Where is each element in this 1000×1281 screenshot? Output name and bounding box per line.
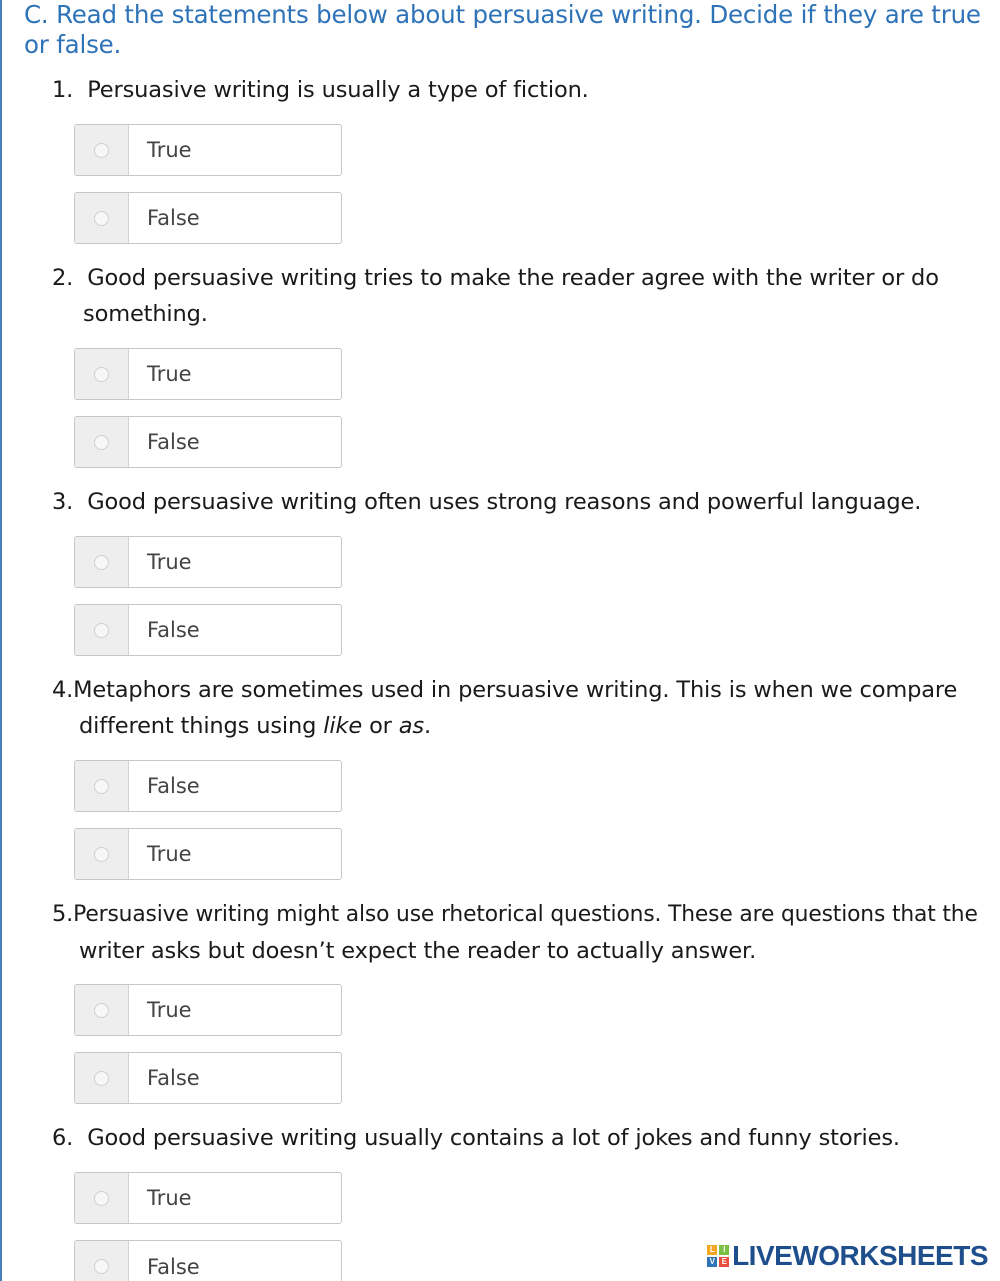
radio-cell [75, 829, 129, 879]
radio-cell [75, 605, 129, 655]
radio-button[interactable] [94, 1259, 109, 1274]
option-label: True [147, 138, 192, 162]
radio-cell [75, 125, 129, 175]
option-label: True [147, 550, 192, 574]
option-label: False [147, 430, 200, 454]
radio-button[interactable] [94, 211, 109, 226]
q5-option-1[interactable] [74, 984, 342, 1036]
radio-button[interactable] [94, 367, 109, 382]
q3-option-1[interactable] [74, 536, 342, 588]
question-text: Good persuasive writing tries to make the reader agree with the writer or do [87, 265, 939, 291]
radio-cell [75, 1241, 129, 1281]
question-number: 2. [52, 265, 74, 291]
question-4 [52, 672, 957, 744]
logo-mark-letter: I [719, 1245, 729, 1255]
liveworksheets-logo [707, 1240, 988, 1272]
option-label: True [147, 362, 192, 386]
radio-button[interactable] [94, 435, 109, 450]
q1-option-1[interactable] [74, 124, 342, 176]
question-text: Persuasive writing is usually a type of fiction. [87, 77, 589, 103]
option-label: False [147, 1066, 200, 1090]
q6-option-2[interactable] [74, 1240, 342, 1281]
option-label: True [147, 998, 192, 1022]
question-number: 1. [52, 77, 74, 103]
option-label: True [147, 1186, 192, 1210]
radio-button[interactable] [94, 1191, 109, 1206]
question-5 [52, 896, 992, 969]
option-label: False [147, 206, 200, 230]
logo-mark-letter: L [707, 1245, 717, 1255]
question-2 [52, 260, 939, 332]
left-border [0, 0, 2, 1281]
radio-button[interactable] [94, 1003, 109, 1018]
q4-option-1[interactable] [74, 760, 342, 812]
option-label: False [147, 1255, 200, 1279]
q1-option-2[interactable] [74, 192, 342, 244]
question-number: 4. [52, 677, 74, 703]
question-number: 6. [52, 1125, 74, 1151]
question-text: Good persuasive writing often uses strong reasons and powerful language. [87, 489, 922, 515]
question-text-cont: different things using like or as. [79, 713, 432, 739]
question-number: 3. [52, 489, 74, 515]
question-text-cont: writer asks but doesn’t expect the reader to actually answer. [79, 938, 757, 964]
logo-mark-icon [707, 1245, 729, 1267]
option-label: False [147, 618, 200, 642]
radio-button[interactable] [94, 555, 109, 570]
radio-cell [75, 1053, 129, 1103]
q2-option-2[interactable] [74, 416, 342, 468]
question-3 [52, 484, 921, 520]
radio-cell [75, 417, 129, 467]
radio-button[interactable] [94, 1071, 109, 1086]
question-6 [52, 1120, 900, 1156]
radio-cell [75, 761, 129, 811]
question-text: Good persuasive writing usually contains a lot of jokes and funny stories. [87, 1125, 900, 1151]
question-text: Metaphors are sometimes used in persuasive writing. This is when we compare [73, 677, 958, 703]
radio-button[interactable] [94, 847, 109, 862]
logo-mark-letter: E [719, 1257, 729, 1267]
radio-cell [75, 537, 129, 587]
question-text-cont: something. [83, 301, 208, 327]
question-number: 5. [52, 901, 74, 927]
option-label: False [147, 774, 200, 798]
q5-option-2[interactable] [74, 1052, 342, 1104]
radio-cell [75, 1173, 129, 1223]
logo-text: LIVEWORKSHEETS [732, 1240, 988, 1271]
radio-cell [75, 349, 129, 399]
section-heading: C. Read the statements below about persuasive writing. Decide if they are true or false. [24, 0, 981, 59]
q3-option-2[interactable] [74, 604, 342, 656]
question-text: Persuasive writing might also use rhetorical questions. These are questions that the [73, 902, 978, 927]
question-1 [52, 72, 589, 108]
radio-button[interactable] [94, 779, 109, 794]
q4-option-2[interactable] [74, 828, 342, 880]
option-label: True [147, 842, 192, 866]
radio-cell [75, 193, 129, 243]
q6-option-1[interactable] [74, 1172, 342, 1224]
q2-option-1[interactable] [74, 348, 342, 400]
radio-button[interactable] [94, 623, 109, 638]
logo-mark-letter: V [707, 1257, 717, 1267]
radio-cell [75, 985, 129, 1035]
radio-button[interactable] [94, 143, 109, 158]
